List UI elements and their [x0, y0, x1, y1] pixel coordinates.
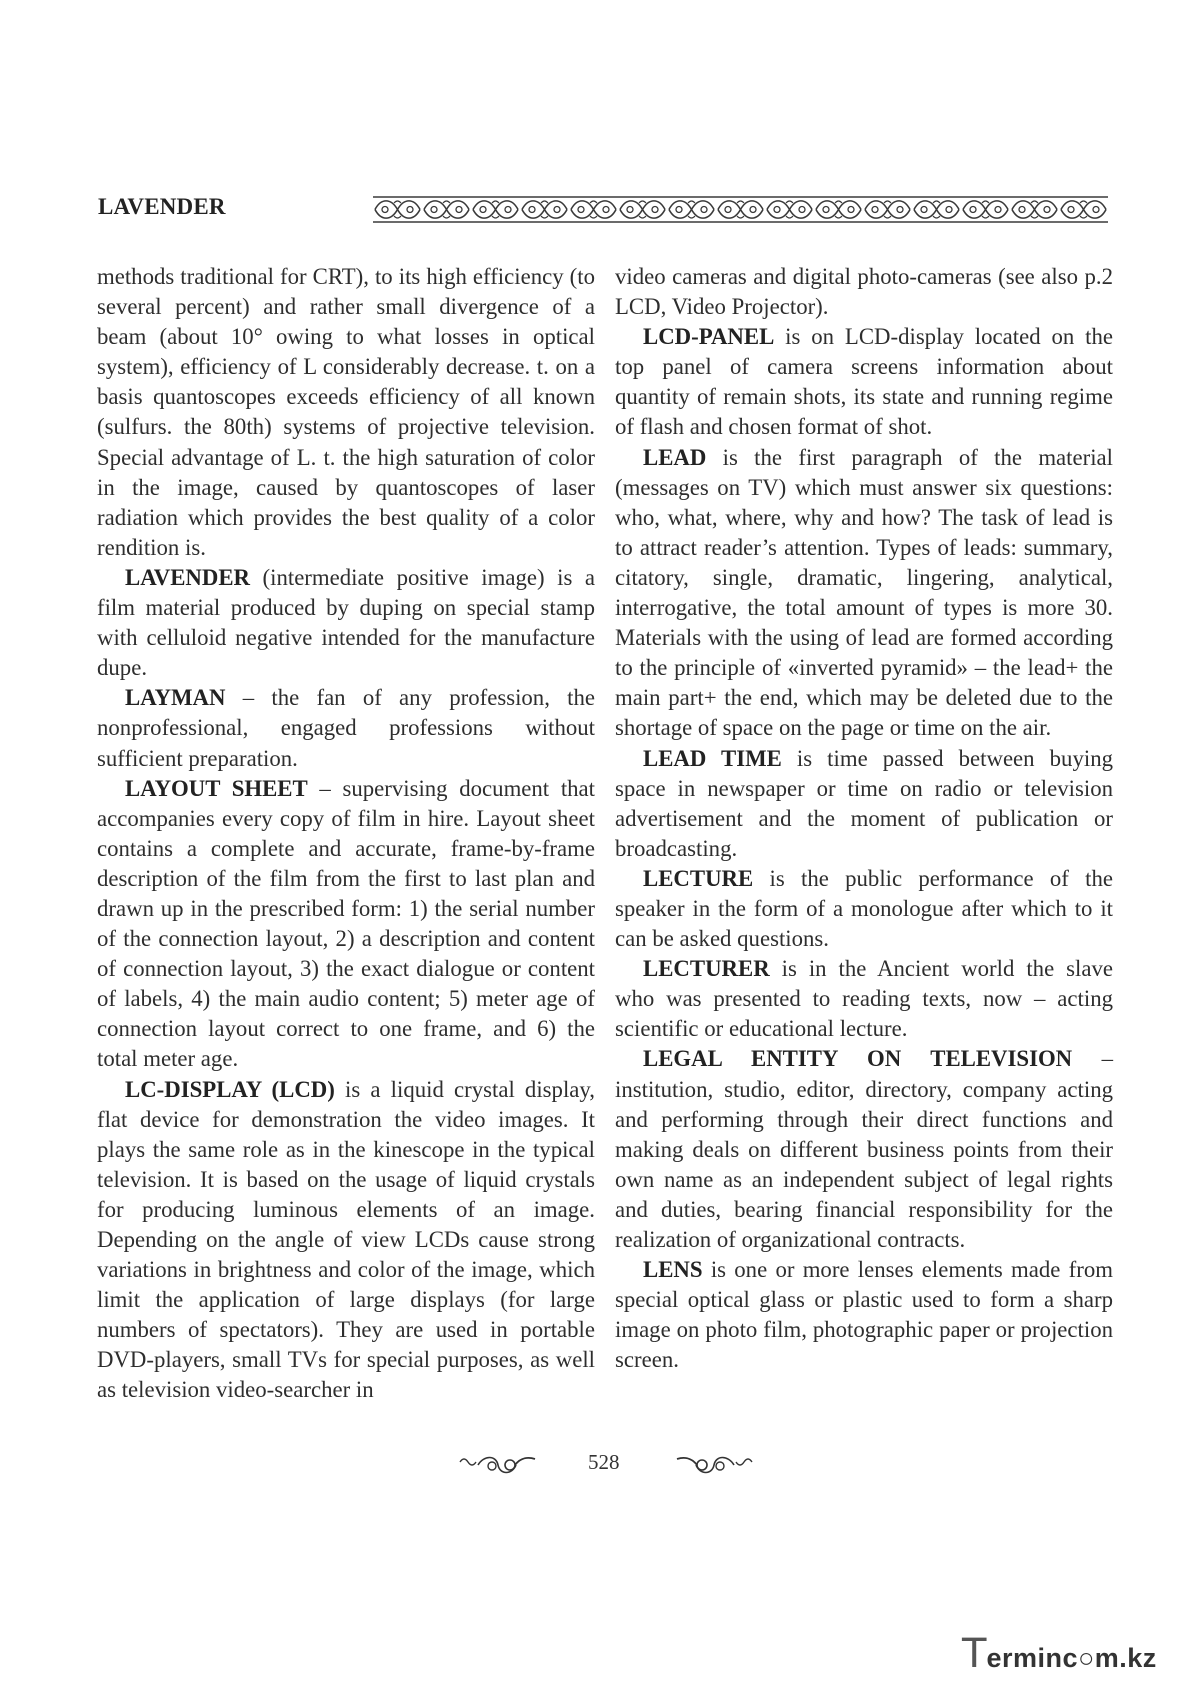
entry-lcd-panel — [615, 322, 1113, 442]
left-column — [97, 262, 595, 1406]
entry-text: is the first paragraph of the material (messages on TV) which must answer six questions: who, what, where, why and how? The task of lead is to attract reader’s attention. Types of leads: summary, citatory, single, dramatic, lingering, analytical, interrogative, the total amount of types is more 30. Materials with the using of lead are formed according to the principle of «inverted pyramid» – the lead+ the main part+ the end, which may be deleted due to the shortage of space on the page or time on the air. — [615, 444, 1113, 741]
entry-continuation — [97, 262, 595, 563]
entry-text: video cameras and digital photo-cameras (see also p.2 LCD, Video Projector). — [615, 264, 1113, 320]
entry-lecturer — [615, 954, 1113, 1044]
entry-text: – institution, studio, editor, directory, company acting and performing through their direct functions and making deals on different business points from their own name as an independent subject of legal rights and duties, bearing financial responsibility for the realization of organizational contracts. — [615, 1046, 1113, 1252]
entry-continuation — [615, 262, 1113, 322]
page-footer — [0, 1450, 1191, 1480]
entry-term: LEAD TIME — [643, 745, 782, 771]
page-number: 528 — [588, 1450, 620, 1474]
entry-text: (intermediate positive image) is a film material produced by duping on special stamp with celluloid negative intended for the manufacture dupe. — [97, 564, 595, 681]
running-head-title: LAVENDER — [98, 194, 226, 219]
entry-legal-entity — [615, 1044, 1113, 1255]
entry-text: – the fan of any profession, the nonprofessional, engaged professions without sufficient preparation. — [97, 685, 595, 771]
right-column — [615, 262, 1113, 1375]
entry-layout-sheet — [97, 774, 595, 1075]
entry-term: LAVENDER — [125, 564, 250, 590]
entry-term: LC-DISPLAY (LCD) — [125, 1076, 335, 1102]
entry-text: is in the Ancient world the slave who was presented to reading texts, now – acting scientific or educational lecture. — [615, 956, 1113, 1042]
entry-text: – supervising document that accompanies every copy of film in hire. Layout sheet contains a complete and accurate, frame-by-frame description of the film from the first to last plan and drawn up in the prescribed form: 1) the serial number of the connection layout, 2) a description and content of connection layout, 3) the exact dialogue or content of labels, 4) the main audio content; 5) meter age of connection layout correct to one frame, and 6) the total meter age. — [97, 775, 595, 1072]
entry-text: is time passed between buying space in newspaper or time on radio or television advertisement and the moment of publication or broadcasting. — [615, 745, 1113, 861]
site-watermark — [962, 1631, 1157, 1677]
header-ornament-band — [373, 195, 1108, 224]
footer-ornament-right-icon — [674, 1454, 754, 1481]
entry-lead — [615, 443, 1113, 744]
entry-term: LENS — [643, 1257, 703, 1283]
entry-text: methods traditional for CRT), to its high efficiency (to several percent) and rather small divergence of a beam (about 10° owing to what losses in optical system), efficiency of L considerably decrease. t. on a basis quantoscopes exceeds efficiency of all known (sulfurs. the 80th) systems of projective television. Special advantage of L. t. the high saturation of color in the image, caused by quantoscopes of laser radiation which provides the best quality of a color rendition is. — [97, 264, 595, 560]
footer-ornament-left-icon — [458, 1454, 538, 1481]
entry-lead-time — [615, 744, 1113, 864]
entry-term: LCD-PANEL — [643, 324, 775, 350]
entry-lavender — [97, 563, 595, 683]
entry-term: LECTURE — [643, 865, 754, 891]
entry-lecture — [615, 864, 1113, 954]
entry-text: is the public performance of the speaker in the form of a monologue after which to it can be asked questions. — [615, 865, 1113, 952]
entry-term: LAYOUT SHEET — [125, 775, 308, 801]
entry-text: is on LCD-display located on the top panel of camera screens information about quantity of remain shots, its state and running regime of flash and chosen format of shot. — [615, 324, 1113, 440]
entry-lens — [615, 1255, 1113, 1375]
entry-layman — [97, 683, 595, 773]
watermark-text: erminc○m.kz — [986, 1643, 1157, 1673]
entry-text: is a liquid crystal display, flat device for demonstration the video images. It plays the same role as in the kinescope in the typical television. It is based on the usage of liquid crystals for producing luminous elements of an image. Depending on the angle of view LCDs cause strong variations in brightness and color of the image, which limit the application of large displays (for large numbers of spectators). They are used in portable DVD-players, small TVs for special purposes, as well as television video-searcher in — [97, 1076, 596, 1403]
entry-term: LEAD — [643, 444, 707, 470]
entry-lc-display — [97, 1075, 595, 1406]
entry-term: LECTURER — [643, 956, 770, 982]
entry-term: LAYMAN — [125, 685, 226, 711]
entry-text: is one or more lenses elements made from special optical glass or plastic used to form a sharp image on photo film, photographic paper or projection screen. — [615, 1257, 1113, 1373]
watermark-first-letter: T — [962, 1631, 987, 1677]
entry-term: LEGAL ENTITY ON TELEVISION — [643, 1046, 1073, 1072]
